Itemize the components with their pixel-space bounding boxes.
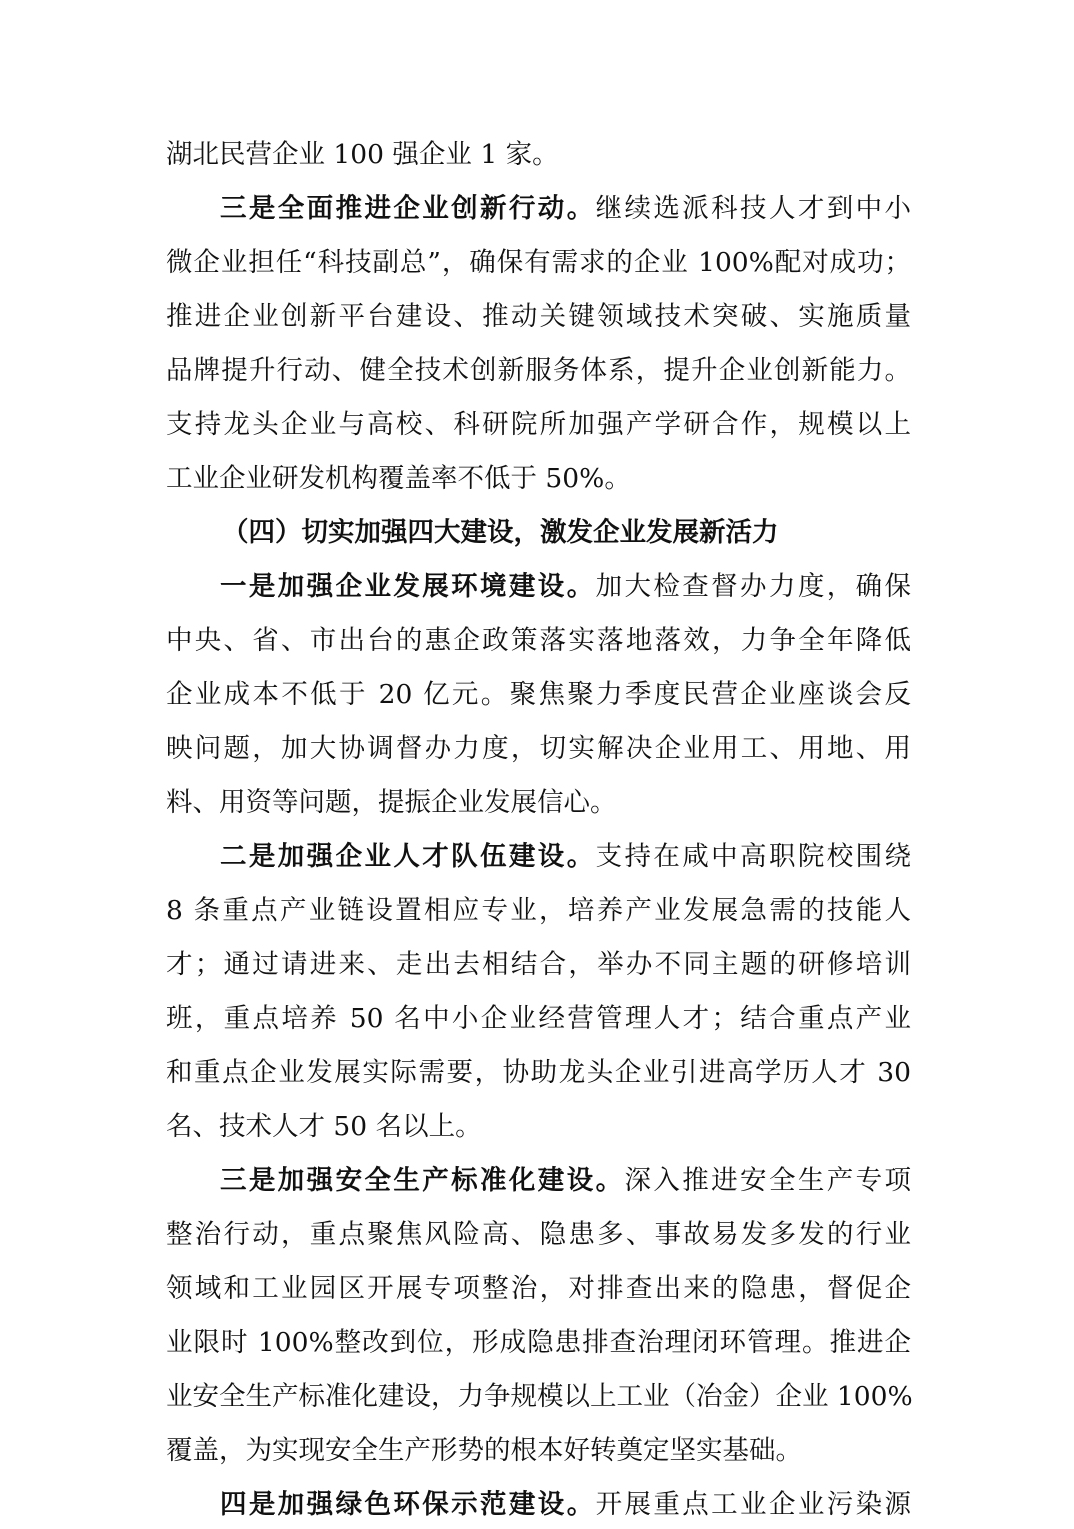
paragraph-lead: 三是加强安全生产标准化建设。 bbox=[220, 1165, 625, 1196]
text-line: 覆盖，为实现安全生产形势的根本好转奠定坚实基础。 bbox=[166, 1435, 802, 1466]
text-line: 企业成本不低于 20 亿元。聚焦聚力季度民营企业座谈会反 bbox=[166, 679, 911, 710]
paragraph-first-line bbox=[220, 833, 911, 881]
paragraph-lead: 一是加强企业发展环境建设。 bbox=[220, 571, 596, 602]
text-line: 湖北民营企业 100 强企业 1 家。 bbox=[166, 139, 559, 170]
text-line: 整治行动，重点聚焦风险高、隐患多、事故易发多发的行业 bbox=[166, 1219, 911, 1250]
text-line: 微企业担任“科技副总”，确保有需求的企业 100%配对成功； bbox=[166, 247, 911, 278]
text-line: 领域和工业园区开展专项整治，对排查出来的隐患，督促企 bbox=[166, 1273, 911, 1304]
paragraph-text: 加大检查督办力度，确保 bbox=[595, 571, 912, 602]
paragraph-text: 深入推进安全生产专项 bbox=[624, 1165, 912, 1196]
text-line: 业安全生产标准化建设，力争规模以上工业（冶金）企业 100% bbox=[166, 1381, 913, 1412]
paragraph-lead: 四是加强绿色环保示范建设。 bbox=[220, 1489, 596, 1520]
text-line: 班，重点培养 50 名中小企业经营管理人才；结合重点产业 bbox=[166, 1003, 911, 1034]
text-line: 业限时 100%整改到位，形成隐患排查治理闭环管理。推进企 bbox=[166, 1327, 911, 1358]
paragraph-text: 继续选派科技人才到中小 bbox=[595, 193, 912, 224]
paragraph-text: 支持在咸中高职院校围绕 bbox=[595, 841, 912, 872]
section-heading: （四）切实加强四大建设，激发企业发展新活力 bbox=[222, 517, 779, 548]
text-line: 8 条重点产业链设置相应专业，培养产业发展急需的技能人 bbox=[166, 895, 911, 926]
paragraph-lead: 三是全面推进企业创新行动。 bbox=[220, 193, 596, 224]
text-line: 料、用资等问题，提振企业发展信心。 bbox=[166, 787, 617, 818]
text-line: 支持龙头企业与高校、科研院所加强产学研合作，规模以上 bbox=[166, 409, 911, 440]
paragraph-first-line bbox=[220, 1157, 911, 1205]
text-line: 才；通过请进来、走出去相结合，举办不同主题的研修培训 bbox=[166, 949, 911, 980]
paragraph-text: 开展重点工业企业污染源 bbox=[595, 1489, 912, 1520]
text-line: 推进企业创新平台建设、推动关键领域技术突破、实施质量 bbox=[166, 301, 911, 332]
paragraph-first-line bbox=[220, 185, 911, 233]
text-line: 中央、省、市出台的惠企政策落实落地落效，力争全年降低 bbox=[166, 625, 911, 656]
text-line: 品牌提升行动、健全技术创新服务体系，提升企业创新能力。 bbox=[166, 355, 911, 386]
paragraph-lead: 二是加强企业人才队伍建设。 bbox=[220, 841, 596, 872]
text-line: 映问题，加大协调督办力度，切实解决企业用工、用地、用 bbox=[166, 733, 911, 764]
text-line: 和重点企业发展实际需要，协助龙头企业引进高学历人才 30 bbox=[166, 1057, 911, 1088]
paragraph-first-line bbox=[220, 1481, 911, 1529]
text-line: 工业企业研发机构覆盖率不低于 50%。 bbox=[166, 463, 631, 494]
text-line: 名、技术人才 50 名以上。 bbox=[166, 1111, 482, 1142]
paragraph-first-line bbox=[220, 563, 911, 611]
